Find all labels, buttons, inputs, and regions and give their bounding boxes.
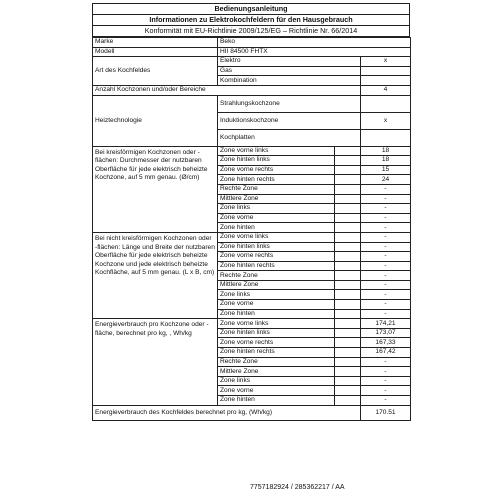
zone-name: Mittlere Zone bbox=[218, 280, 335, 290]
zone-name: Zone hinten links bbox=[218, 156, 335, 166]
zone-name: Zone vorne rechts bbox=[218, 338, 335, 348]
round-label: Bei kreisförmigen Kochzonen oder -flächen: Durchmesser der nutzbaren Oberfläche für jede elektrisch beheizte Kochzone, auf 5 mm genau. (Ø/cm) bbox=[93, 146, 218, 232]
zone-value: 173,07 bbox=[361, 328, 411, 338]
art-row-elektro bbox=[93, 57, 411, 67]
zone-name: Zone vorne rechts bbox=[218, 165, 335, 175]
art-mark bbox=[361, 76, 411, 86]
art-option: Gas bbox=[218, 66, 361, 76]
heiz-option: Induktionskochzone bbox=[218, 112, 361, 129]
zone-value: - bbox=[361, 280, 411, 290]
zone-spacer bbox=[335, 338, 361, 348]
zone-name: Zone links bbox=[218, 204, 335, 214]
zone-row bbox=[93, 146, 411, 156]
zone-name: Zone hinten rechts bbox=[218, 348, 335, 358]
zone-spacer bbox=[335, 309, 361, 319]
zone-spacer bbox=[335, 156, 361, 166]
zone-name: Rechte Zone bbox=[218, 184, 335, 194]
nonround-label: Bei nicht kreisförmigen Kochzonen oder -flächen: Länge und Breite der nutzbaren Oberfläche für jede elektrisch beheizte Kochzone und jede elektrisch beheizte Kochfläche, auf 5 mm genau. (L x B, cm) bbox=[93, 232, 218, 318]
doc-subtitle: Informationen zu Elektrokochfeldern für den Hausgebrauch bbox=[92, 15, 410, 26]
zone-name: Zone vorne links bbox=[218, 232, 335, 242]
zone-spacer bbox=[335, 396, 361, 406]
heiz-option: Strahlungskochzone bbox=[218, 95, 361, 112]
art-label: Art des Kochfeldes bbox=[93, 57, 218, 86]
zone-name: Mittlere Zone bbox=[218, 194, 335, 204]
zone-value: - bbox=[361, 252, 411, 262]
zone-name: Zone hinten links bbox=[218, 242, 335, 252]
zone-spacer bbox=[335, 204, 361, 214]
zone-value: - bbox=[361, 271, 411, 281]
zone-value: - bbox=[361, 309, 411, 319]
zone-name: Zone vorne bbox=[218, 300, 335, 310]
zone-value: 167,42 bbox=[361, 348, 411, 358]
zone-value: 18 bbox=[361, 146, 411, 156]
marke-row bbox=[93, 38, 411, 48]
zone-value: 18 bbox=[361, 156, 411, 166]
zone-row bbox=[93, 319, 411, 329]
modell-row bbox=[93, 47, 411, 57]
zone-spacer bbox=[335, 386, 361, 396]
zone-value: 24 bbox=[361, 175, 411, 185]
marke-label: Marke bbox=[93, 38, 218, 48]
art-option: Elektro bbox=[218, 57, 361, 67]
zone-value: - bbox=[361, 261, 411, 271]
zone-spacer bbox=[335, 175, 361, 185]
art-mark: x bbox=[361, 57, 411, 67]
anzahl-value: 4 bbox=[361, 85, 411, 95]
zone-spacer bbox=[335, 357, 361, 367]
zone-spacer bbox=[335, 146, 361, 156]
zone-value: - bbox=[361, 194, 411, 204]
heiz-mark: x bbox=[361, 112, 411, 129]
zone-spacer bbox=[335, 194, 361, 204]
zone-spacer bbox=[335, 261, 361, 271]
art-mark bbox=[361, 66, 411, 76]
zone-value: - bbox=[361, 386, 411, 396]
zone-value: - bbox=[361, 300, 411, 310]
zone-name: Zone vorne links bbox=[218, 146, 335, 156]
zone-value: - bbox=[361, 367, 411, 377]
zone-name: Zone hinten bbox=[218, 396, 335, 406]
zone-name: Zone vorne links bbox=[218, 319, 335, 329]
modell-value: HII 84500 FHTX bbox=[218, 47, 411, 57]
zone-name: Rechte Zone bbox=[218, 271, 335, 281]
zone-spacer bbox=[335, 184, 361, 194]
zone-spacer bbox=[335, 280, 361, 290]
marke-value: Beko bbox=[218, 38, 411, 48]
spec-sheet bbox=[92, 3, 410, 421]
zone-value: - bbox=[361, 184, 411, 194]
heiz-mark bbox=[361, 129, 411, 146]
document-code: 7757182924 / 285362217 / AA bbox=[250, 484, 345, 491]
zone-name: Zone vorne bbox=[218, 213, 335, 223]
energy-zone-label: Energieverbrauch pro Kochzone oder -fläche, berechnet pro kg, , Wh/kg bbox=[93, 319, 218, 405]
zone-value: - bbox=[361, 396, 411, 406]
zone-value: 15 bbox=[361, 165, 411, 175]
zone-value: - bbox=[361, 223, 411, 233]
energy-total-label: Energieverbrauch des Kochfeldes berechnet pro kg, (Wh/kg) bbox=[93, 405, 361, 420]
zone-spacer bbox=[335, 242, 361, 252]
heiz-option: Kochplatten bbox=[218, 129, 361, 146]
zone-value: - bbox=[361, 204, 411, 214]
art-option: Kombination bbox=[218, 76, 361, 86]
spec-table bbox=[92, 37, 411, 421]
zone-value: - bbox=[361, 290, 411, 300]
zone-row bbox=[93, 232, 411, 242]
zone-spacer bbox=[335, 367, 361, 377]
zone-name: Zone hinten links bbox=[218, 328, 335, 338]
zone-name: Zone hinten rechts bbox=[218, 175, 335, 185]
zone-spacer bbox=[335, 165, 361, 175]
zone-value: - bbox=[361, 357, 411, 367]
heiz-label: Heiztechnologie bbox=[93, 95, 218, 146]
zone-name: Mittlere Zone bbox=[218, 367, 335, 377]
zone-spacer bbox=[335, 271, 361, 281]
zone-name: Zone vorne rechts bbox=[218, 252, 335, 262]
zone-spacer bbox=[335, 328, 361, 338]
zone-name: Zone hinten rechts bbox=[218, 261, 335, 271]
zone-value: - bbox=[361, 213, 411, 223]
conformity-line: Konformität mit EU-Richtlinie 2009/125/EG – Richtlinie Nr. 66/2014 bbox=[92, 26, 410, 37]
zone-value: 167,33 bbox=[361, 338, 411, 348]
zone-spacer bbox=[335, 252, 361, 262]
zone-name: Zone hinten bbox=[218, 223, 335, 233]
zone-spacer bbox=[335, 290, 361, 300]
anzahl-row bbox=[93, 85, 411, 95]
zone-spacer bbox=[335, 319, 361, 329]
zone-value: - bbox=[361, 242, 411, 252]
anzahl-label: Anzahl Kochzonen und/oder Bereiche bbox=[93, 85, 361, 95]
energy-total-row bbox=[93, 405, 411, 420]
modell-label: Modell bbox=[93, 47, 218, 57]
zone-spacer bbox=[335, 213, 361, 223]
zone-spacer bbox=[335, 232, 361, 242]
zone-spacer bbox=[335, 348, 361, 358]
zone-value: - bbox=[361, 232, 411, 242]
heiz-mark bbox=[361, 95, 411, 112]
zone-spacer bbox=[335, 223, 361, 233]
zone-value: - bbox=[361, 376, 411, 386]
zone-name: Rechte Zone bbox=[218, 357, 335, 367]
doc-title: Bedienungsanleitung bbox=[92, 3, 410, 15]
heiz-row-strahlung bbox=[93, 95, 411, 112]
zone-spacer bbox=[335, 300, 361, 310]
zone-name: Zone vorne bbox=[218, 386, 335, 396]
zone-name: Zone links bbox=[218, 290, 335, 300]
energy-total-value: 170.51 bbox=[361, 405, 411, 420]
zone-name: Zone hinten bbox=[218, 309, 335, 319]
zone-name: Zone links bbox=[218, 376, 335, 386]
zone-spacer bbox=[335, 376, 361, 386]
zone-value: 174,21 bbox=[361, 319, 411, 329]
